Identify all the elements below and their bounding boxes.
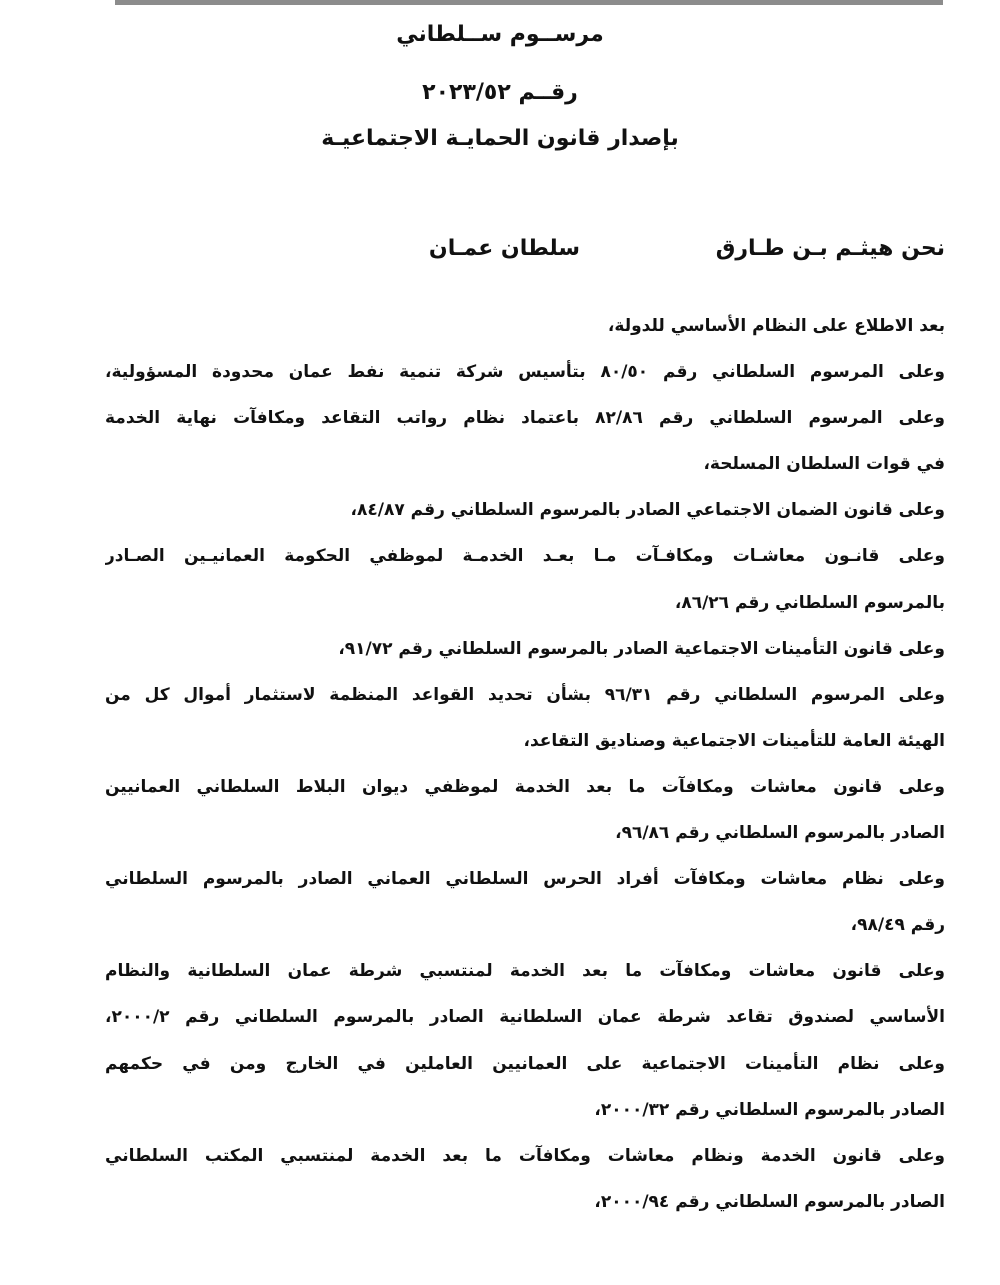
preamble-line: وعلى نظام معاشات ومكافآت أفراد الحرس السلطاني العماني الصادر بالمرسوم السلطاني (105, 869, 945, 890)
preamble-line: وعلى نظام التأمينات الاجتماعية على العمانيين العاملين في الخارج ومن في حكمهم (105, 1053, 945, 1074)
preamble-line: الهيئة العامة للتأمينات الاجتماعية وصناديق التقاعد، (523, 730, 945, 751)
decree-title: مرســوم ســلطاني (396, 22, 604, 47)
preamble-line: وعلى قانون معاشات ومكافآت ما بعد الخدمة لموظفي ديوان البلاط السلطاني العمانيين (105, 776, 945, 797)
decree-subject: بإصدار قانون الحمايـة الاجتماعيـة (321, 126, 679, 151)
preamble-line: في قوات السلطان المسلحة، (703, 454, 945, 475)
preamble-line: وعلى قانون الخدمة ونظام معاشات ومكافآت ما بعد الخدمة لمنتسبي المكتب السلطاني (105, 1145, 945, 1166)
preamble-line: بالمرسوم السلطاني رقم ٨٦/٢٦، (674, 592, 945, 613)
preamble-line: الصادر بالمرسوم السلطاني رقم ٩٦/٨٦، (615, 823, 945, 844)
decree-number: رقــم ٢٠٢٣/٥٢ (422, 80, 578, 105)
top-border-rule (115, 0, 943, 5)
preamble-line: وعلى قانون الضمان الاجتماعي الصادر بالمرسوم السلطاني رقم ٨٤/٨٧، (350, 500, 945, 521)
preamble-line: وعلى قانون معاشات ومكافآت ما بعد الخدمة لمنتسبي شرطة عمان السلطانية والنظام (105, 961, 945, 982)
preamble-line: وعلى المرسوم السلطاني رقم ٨٢/٨٦ باعتماد نظام رواتب التقاعد ومكافآت نهاية الخدمة (105, 408, 945, 429)
preamble-line: بعد الاطلاع على النظام الأساسي للدولة، (607, 316, 945, 336)
sovereign-title: سلطان عمـان (428, 236, 580, 261)
preamble-line: وعلى قانون التأمينات الاجتماعية الصادر بالمرسوم السلطاني رقم ٩١/٧٢، (338, 638, 945, 659)
sovereign-name: نحن هيثـم بـن طـارق (715, 236, 945, 261)
preamble-line: وعلى المرسوم السلطاني رقم ٩٦/٣١ بشأن تحديد القواعد المنظمة لاستثمار أموال كل من (105, 684, 945, 705)
preamble-text (105, 303, 945, 1225)
preamble-line: الصادر بالمرسوم السلطاني رقم ٢٠٠٠/٣٢، (594, 1099, 945, 1120)
preamble-line: وعلى قانـون معاشـات ومكافـآت مـا بعـد الخدمـة لموظفي الحكومة العمانيـين الصـادر (105, 546, 945, 567)
preamble-line: الأساسي لصندوق تقاعد شرطة عمان السلطانية الصادر بالمرسوم السلطاني رقم ٢٠٠٠/٢، (105, 1007, 945, 1028)
preamble-line: وعلى المرسوم السلطاني رقم ٨٠/٥٠ بتأسيس شركة تنمية نفط عمان محدودة المسؤولية، (105, 362, 945, 383)
preamble-line: رقم ٩٨/٤٩، (850, 915, 945, 936)
preamble-line: الصادر بالمرسوم السلطاني رقم ٢٠٠٠/٩٤، (594, 1191, 945, 1212)
sovereign-line (0, 236, 1000, 270)
